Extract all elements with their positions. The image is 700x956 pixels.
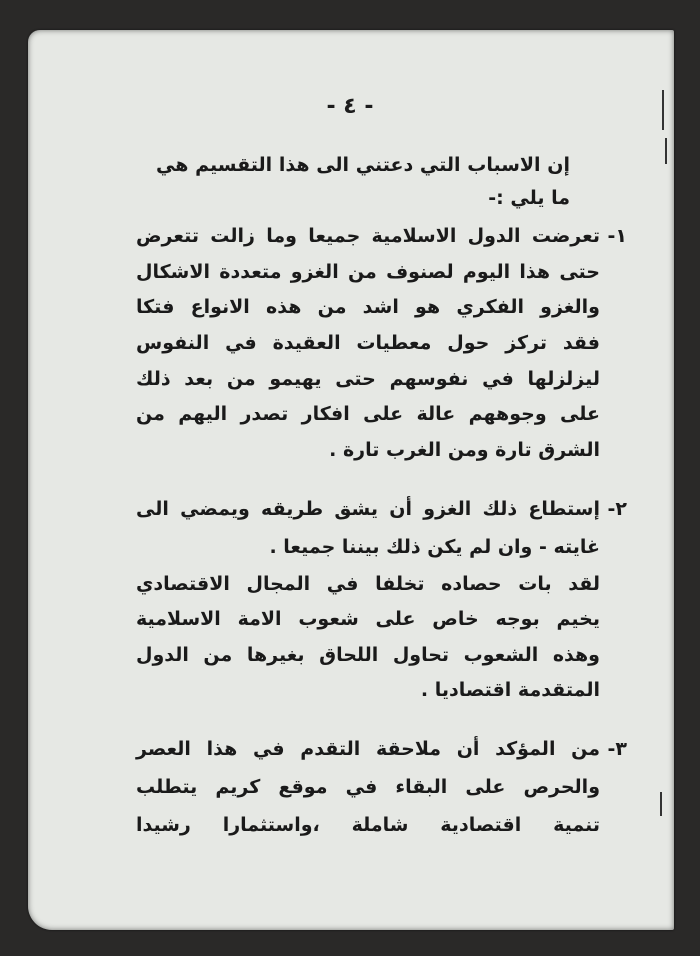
page-number: - ٤ - [326,94,374,119]
item-2-number: ٢- [607,498,627,520]
edge-mark [660,792,662,816]
item-2-line-1: إستطاع ذلك الغزو أن يشق طريقه ويمضي الى [136,498,600,520]
item-1-line-3: والغزو الفكري هو اشد من هذه الانواع فتكا [136,296,600,318]
item-3-number: ٣- [607,738,627,760]
item-2-line-4: يخيم بوجه خاص على شعوب الامة الاسلامية [136,608,600,630]
item-3-line-2: والحرص على البقاء في موقع كريم يتطلب [136,776,600,798]
item-2-line-2: غايته - وان لم يكن ذلك بيننا جميعا . [269,536,600,558]
intro-line-2: ما يلي :- [488,187,570,209]
item-1-line-6: على وجوههم عالة على افكار تصدر اليهم من [136,403,600,425]
item-1-line-2: حتى هذا اليوم لصنوف من الغزو متعددة الاشكال [136,261,600,283]
item-1-line-1: تعرضت الدول الاسلامية جميعا وما زالت تتعرض [136,225,600,247]
intro-line-1: إن الاسباب التي دعتني الى هذا التقسيم هي [156,154,570,176]
item-2-line-5: وهذه الشعوب تحاول اللحاق بغيرها من الدول [136,644,600,666]
item-1-line-5: ليزلزلها في نفوسهم حتى يهيمو من بعد ذلك [136,368,600,390]
item-2-line-3: لقد بات حصاده تخلفا في المجال الاقتصادي [136,573,600,595]
item-2-line-6: المتقدمة اقتصاديا . [420,679,600,701]
edge-mark [665,138,667,164]
item-1-line-4: فقد تركز حول معطيات العقيدة في النفوس [136,332,600,354]
item-1-number: ١- [607,225,627,247]
item-1-line-7: الشرق تارة ومن الغرب تارة . [329,439,600,461]
item-3-line-3: تنمية اقتصادية شاملة ،واستثمارا رشيدا [136,814,600,836]
item-3-line-1: من المؤكد أن ملاحقة التقدم في هذا العصر [136,738,600,760]
